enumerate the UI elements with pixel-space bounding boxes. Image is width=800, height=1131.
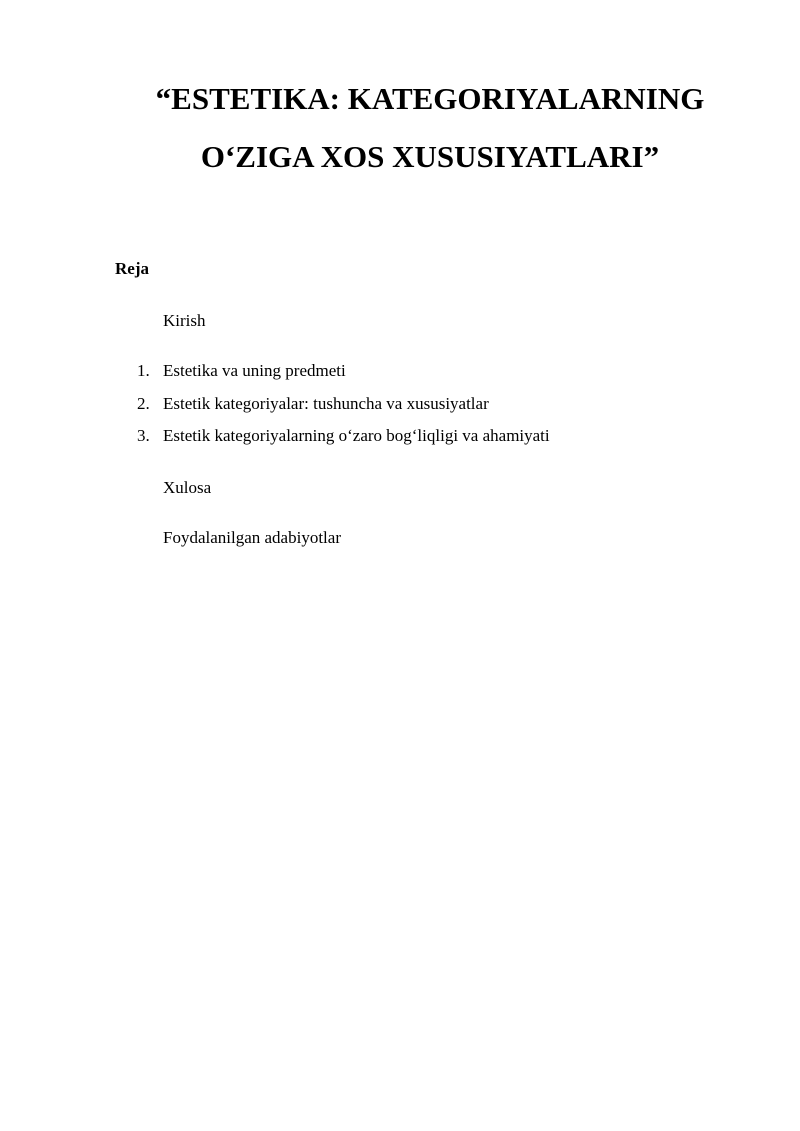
document-title	[0, 70, 800, 186]
plan-item-text: Estetik kategoriyalarning o‘zaro bog‘liqligi va ahamiyati	[163, 426, 550, 445]
plan-heading: Reja	[115, 259, 149, 278]
plan-intro: Kirish	[163, 311, 206, 330]
plan-references: Foydalanilgan adabiyotlar	[163, 528, 341, 547]
plan-item-number: 1.	[137, 361, 150, 380]
plan-item-text: Estetik kategoriyalar: tushuncha va xususiyatlar	[163, 393, 489, 413]
plan-conclusion: Xulosa	[163, 478, 212, 497]
plan-item-text: Estetika va uning predmeti	[163, 361, 346, 380]
plan-item-number: 3.	[137, 426, 150, 445]
title-line-1: “ESTETIKA: KATEGORIYALARNING	[155, 81, 705, 116]
plan-item-number: 2.	[137, 393, 150, 413]
title-line-2: O‘ZIGA XOS XUSUSIYATLARI”	[200, 139, 660, 174]
